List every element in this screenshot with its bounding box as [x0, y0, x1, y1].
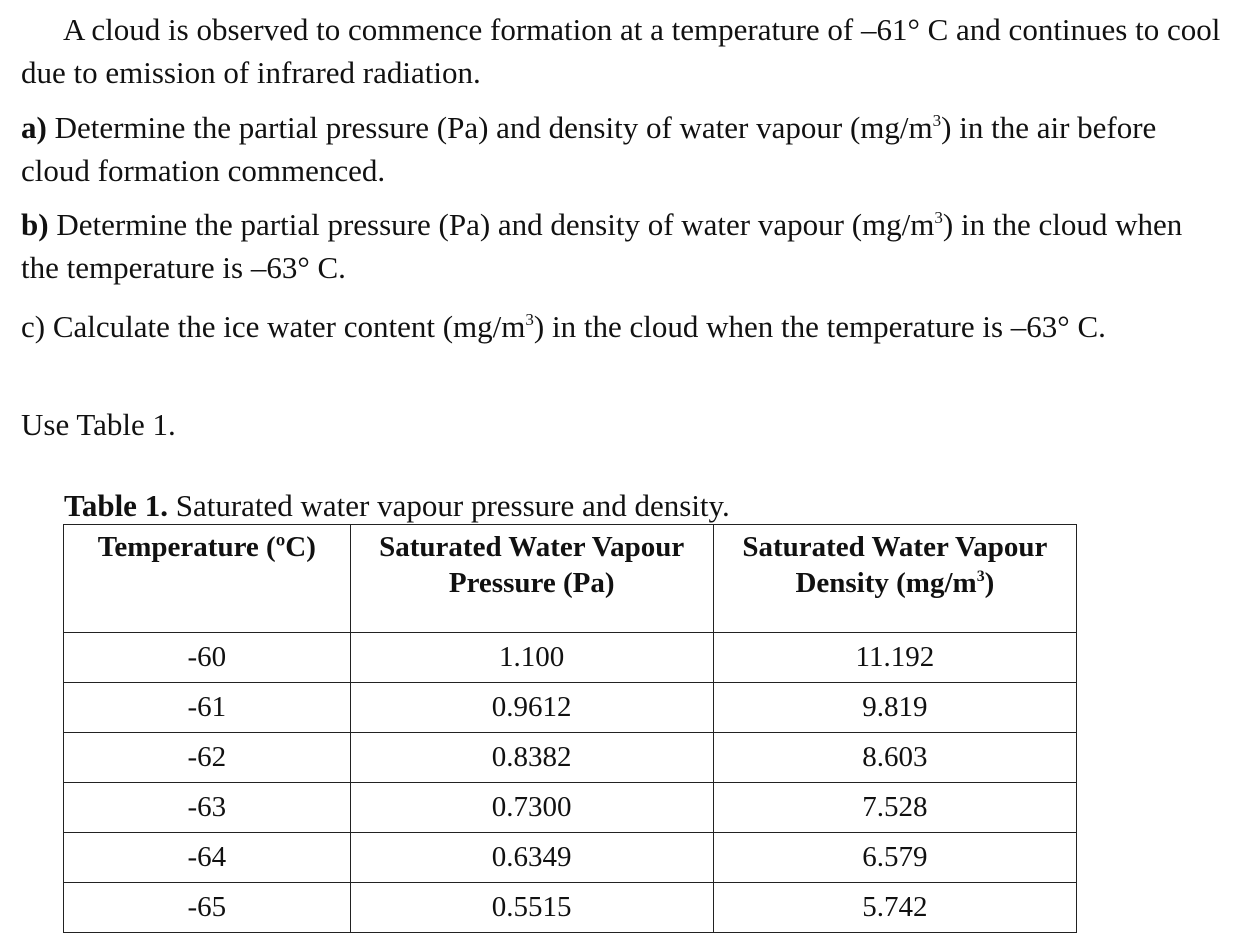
cell-temperature: -61	[64, 683, 351, 733]
table-caption	[64, 486, 730, 526]
cell-density: 6.579	[713, 833, 1076, 883]
header-temperature-text: Temperature (ºC)	[97, 531, 316, 563]
header-density	[713, 525, 1076, 633]
cell-pressure: 0.6349	[350, 833, 713, 883]
question-intro	[21, 8, 1221, 94]
header-density-line2: Density (mg/m	[795, 567, 977, 599]
table-row	[64, 783, 1077, 833]
cell-pressure: 1.100	[350, 633, 713, 683]
cell-pressure: 0.9612	[350, 683, 713, 733]
cell-density: 8.603	[713, 733, 1076, 783]
cell-temperature: -65	[64, 883, 351, 933]
cell-pressure: 0.5515	[350, 883, 713, 933]
question-intro-text: A cloud is observed to commence formation at a temperature of –61° C and continues to cool due to emission of infrared radiation.	[21, 12, 1221, 90]
cell-temperature: -62	[64, 733, 351, 783]
table-caption-label: Table 1.	[64, 488, 168, 523]
header-pressure-line1: Saturated Water Vapour	[379, 531, 685, 563]
part-a-superscript: 3	[932, 111, 942, 131]
table-row	[64, 733, 1077, 783]
instruction-text: Use Table 1.	[21, 407, 176, 442]
header-pressure	[350, 525, 713, 633]
cell-temperature: -63	[64, 783, 351, 833]
table-row	[64, 833, 1077, 883]
header-density-superscript: 3	[976, 567, 985, 585]
part-a-text-end: ) in the air before cloud formation commenced.	[21, 110, 1157, 188]
part-b-text-end: ) in the cloud when the temperature is –63° C.	[21, 207, 1183, 285]
question-part-a	[21, 106, 1221, 192]
header-density-line1: Saturated Water Vapour	[742, 531, 1048, 563]
table-row	[64, 683, 1077, 733]
part-c-text-end: ) in the cloud when the temperature is –63° C.	[533, 309, 1106, 344]
cell-temperature: -64	[64, 833, 351, 883]
cell-pressure: 0.8382	[350, 733, 713, 783]
cell-density: 9.819	[713, 683, 1076, 733]
cell-density: 5.742	[713, 883, 1076, 933]
part-b-text: Determine the partial pressure (Pa) and density of water vapour (mg/m	[56, 207, 935, 242]
part-a-text: Determine the partial pressure (Pa) and density of water vapour (mg/m	[54, 110, 933, 145]
part-b-superscript: 3	[934, 208, 943, 228]
table-row	[64, 633, 1077, 683]
part-c-text: c) Calculate the ice water content (mg/m	[21, 309, 526, 344]
cell-density: 11.192	[713, 633, 1076, 683]
header-density-close-paren: )	[984, 567, 995, 599]
saturation-table	[63, 524, 1077, 933]
header-pressure-line2: Pressure (Pa)	[448, 567, 615, 599]
use-table-instruction	[21, 403, 1221, 446]
question-part-b	[21, 203, 1221, 289]
cell-pressure: 0.7300	[350, 783, 713, 833]
cell-temperature: -60	[64, 633, 351, 683]
table-row	[64, 883, 1077, 933]
part-a-label: a)	[21, 110, 47, 145]
cell-density: 7.528	[713, 783, 1076, 833]
part-c-superscript: 3	[525, 310, 534, 330]
question-part-c	[21, 305, 1221, 348]
header-temperature	[64, 525, 351, 633]
table-caption-text: Saturated water vapour pressure and density.	[167, 488, 730, 523]
part-b-label: b)	[21, 207, 49, 242]
table-header-row	[64, 525, 1077, 633]
